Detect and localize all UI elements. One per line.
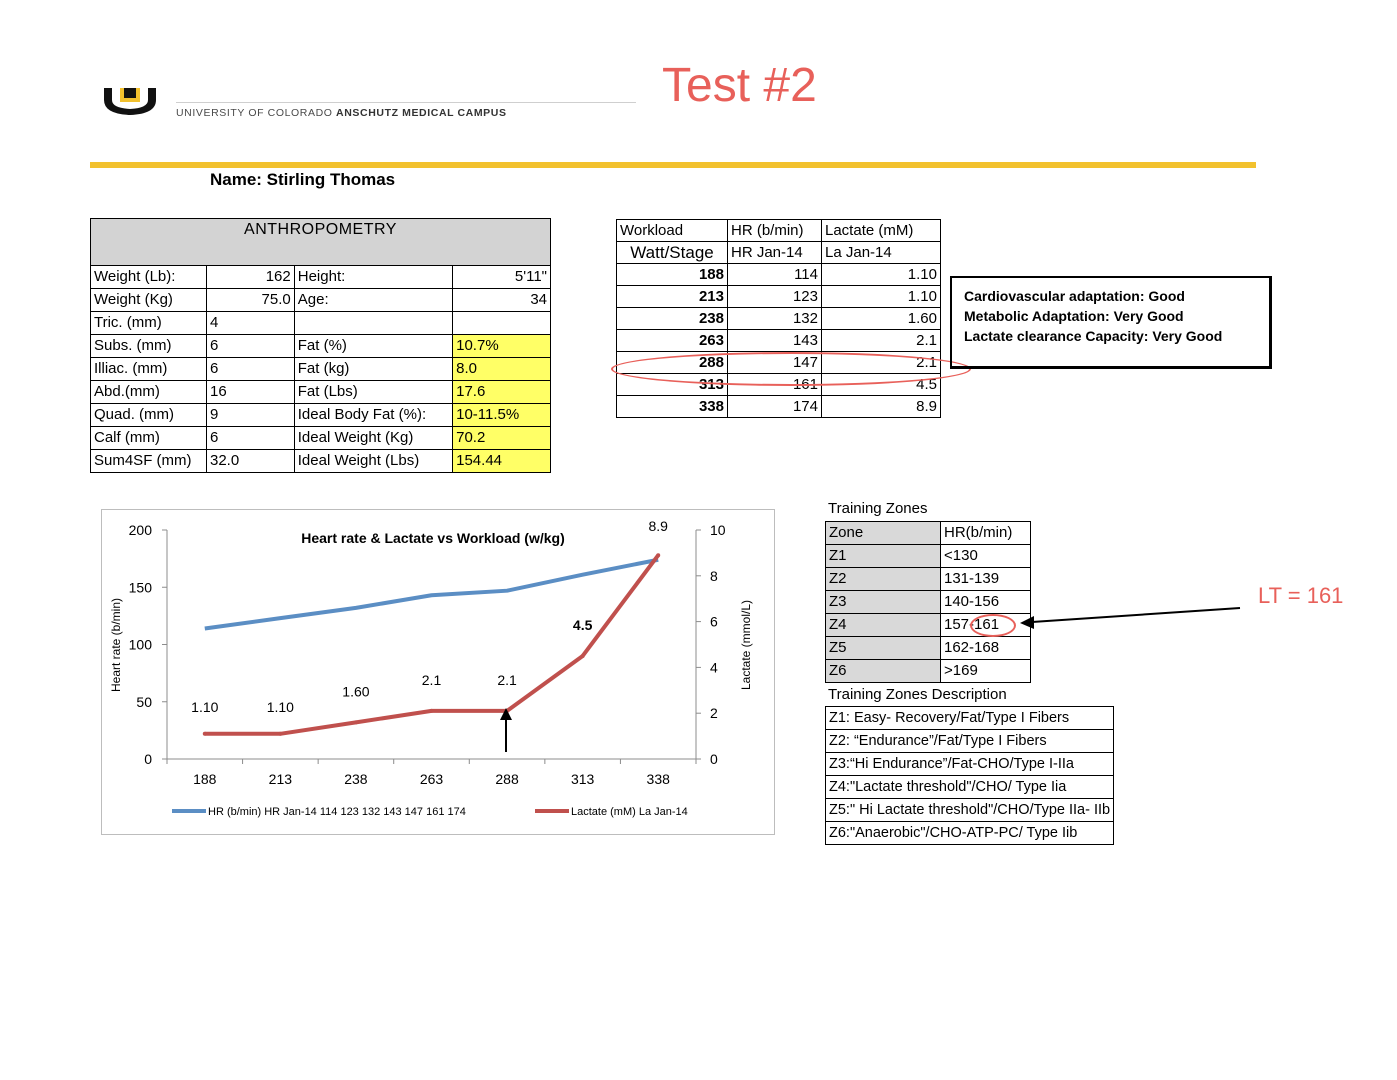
x-tick-label: 188 bbox=[193, 771, 217, 787]
workload-table bbox=[616, 219, 941, 418]
anthro-value-2: 154.44 bbox=[453, 450, 551, 473]
y-left-tick-label: 50 bbox=[136, 693, 152, 710]
y-right-tick-label: 10 bbox=[710, 522, 726, 538]
zone-description: Z3:“Hi Endurance”/Fat-CHO/Type I-IIa bbox=[826, 753, 1114, 776]
anthro-label-2: Age: bbox=[294, 289, 452, 312]
zone-id: Z2 bbox=[826, 568, 941, 591]
workload-lactate: 1.60 bbox=[822, 308, 941, 330]
zone-hr-range: 162-168 bbox=[941, 637, 1031, 660]
workload-watt: 313 bbox=[617, 374, 728, 396]
anthro-label: Weight (Lb): bbox=[91, 266, 207, 289]
header-rule bbox=[176, 102, 636, 103]
y-right-tick-label: 2 bbox=[710, 705, 718, 722]
workload-lactate: 1.10 bbox=[822, 286, 941, 308]
anthro-value-2: 70.2 bbox=[453, 427, 551, 450]
lactate-data-label: 2.1 bbox=[421, 671, 442, 688]
lactate-data-label: 4.5 bbox=[572, 616, 593, 633]
workload-row bbox=[617, 286, 941, 308]
anthropometry-row bbox=[91, 312, 551, 335]
workload-header-row bbox=[617, 220, 941, 242]
subheader-watt-stage: Watt/Stage bbox=[617, 242, 728, 264]
anthropometry-row bbox=[91, 427, 551, 450]
anthro-label: Calf (mm) bbox=[91, 427, 207, 450]
lactate-point bbox=[203, 732, 207, 736]
anthro-label-2: Fat (kg) bbox=[294, 358, 452, 381]
workload-hr: 114 bbox=[728, 264, 822, 286]
zone-description-row bbox=[826, 776, 1114, 799]
zones-header-row bbox=[826, 522, 1031, 545]
workload-watt: 188 bbox=[617, 264, 728, 286]
zone-description: Z5:" Hi Lactate threshold"/CHO/Type IIa- IIb bbox=[826, 799, 1114, 822]
anthropometry-row bbox=[91, 289, 551, 312]
workload-hr: 123 bbox=[728, 286, 822, 308]
workload-row bbox=[617, 396, 941, 418]
zones-header-zone: Zone bbox=[826, 522, 941, 545]
zone-hr-range: >169 bbox=[941, 660, 1031, 683]
anthro-value-2: 10-11.5% bbox=[453, 404, 551, 427]
workload-lactate: 2.1 bbox=[822, 352, 941, 374]
y-left-tick-label: 100 bbox=[128, 636, 152, 653]
anthro-label-2: Ideal Body Fat (%): bbox=[294, 404, 452, 427]
lactate-point bbox=[581, 654, 585, 658]
anthro-label-2: Ideal Weight (Lbs) bbox=[294, 450, 452, 473]
lactate-data-label: 1.10 bbox=[191, 698, 219, 715]
legend-lactate-label: Lactate (mM) La Jan-14 bbox=[571, 806, 688, 818]
remark-cardiovascular: Cardiovascular adaptation: Good bbox=[964, 288, 1185, 304]
workload-row bbox=[617, 264, 941, 286]
header-hr: HR (b/min) bbox=[728, 220, 822, 242]
anthro-value-2: 17.6 bbox=[453, 381, 551, 404]
lactate-data-label: 1.10 bbox=[266, 698, 294, 715]
remark-metabolic: Metabolic Adaptation: Very Good bbox=[964, 308, 1184, 324]
workload-watt: 338 bbox=[617, 396, 728, 418]
training-zones-title: Training Zones bbox=[828, 500, 928, 517]
lt-value-circle bbox=[970, 614, 1016, 637]
lt-annotation: LT = 161 bbox=[1258, 583, 1344, 608]
anthropometry-row bbox=[91, 266, 551, 289]
subheader-la-date: La Jan-14 bbox=[822, 242, 941, 264]
chart-title: Heart rate & Lactate vs Workload (w/kg) bbox=[301, 530, 565, 546]
zone-id: Z1 bbox=[826, 545, 941, 568]
zone-hr-range: <130 bbox=[941, 545, 1031, 568]
zone-description: Z6:"Anaerobic"/CHO-ATP-PC/ Type Iib bbox=[826, 822, 1114, 845]
anthro-value-2 bbox=[453, 312, 551, 335]
lt-row-highlight-ellipse bbox=[611, 352, 971, 386]
y-left-tick-label: 0 bbox=[144, 751, 152, 767]
workload-hr: 174 bbox=[728, 396, 822, 418]
university-logo-icon bbox=[100, 88, 160, 118]
remark-lactate-clearance: Lactate clearance Capacity: Very Good bbox=[964, 328, 1223, 344]
workload-hr: 132 bbox=[728, 308, 822, 330]
anthro-value-2: 10.7% bbox=[453, 335, 551, 358]
x-tick-label: 238 bbox=[344, 771, 368, 787]
anthro-label: Sum4SF (mm) bbox=[91, 450, 207, 473]
zone-hr-range: 140-156 bbox=[941, 591, 1031, 614]
anthro-value: 6 bbox=[207, 335, 295, 358]
zones-description-title: Training Zones Description bbox=[828, 686, 1007, 703]
zone-hr-range: 131-139 bbox=[941, 568, 1031, 591]
y-right-tick-label: 0 bbox=[710, 751, 718, 767]
workload-row bbox=[617, 308, 941, 330]
anthro-value-2: 34 bbox=[453, 289, 551, 312]
x-tick-label: 313 bbox=[570, 771, 595, 787]
anthro-label-2: Ideal Weight (Kg) bbox=[294, 427, 452, 450]
anthro-value: 162 bbox=[207, 266, 295, 289]
anthro-label-2: Fat (%) bbox=[294, 335, 452, 358]
gold-divider bbox=[90, 162, 1256, 168]
lactate-data-label: 8.9 bbox=[648, 518, 668, 535]
y-right-label: Lactate (mmol/L) bbox=[739, 599, 753, 691]
anthropometry-table bbox=[90, 218, 551, 473]
zones-header-hr: HR(b/min) bbox=[941, 522, 1031, 545]
lt-pointer-arrow-icon bbox=[1018, 604, 1244, 632]
zone-description: Z2: “Endurance”/Fat/Type I Fibers bbox=[826, 730, 1114, 753]
x-tick-label: 263 bbox=[419, 771, 444, 787]
x-tick-label: 338 bbox=[646, 771, 670, 787]
anthro-value: 9 bbox=[207, 404, 295, 427]
zone-description: Z1: Easy- Recovery/Fat/Type I Fibers bbox=[826, 707, 1114, 730]
anthro-label-2: Fat (Lbs) bbox=[294, 381, 452, 404]
anthro-label: Illiac. (mm) bbox=[91, 358, 207, 381]
zone-row bbox=[826, 660, 1031, 683]
header-lactate: Lactate (mM) bbox=[822, 220, 941, 242]
hr-lactate-chart bbox=[101, 509, 775, 835]
zone-row bbox=[826, 545, 1031, 568]
workload-subheader-row bbox=[617, 242, 941, 264]
lactate-point bbox=[430, 709, 434, 713]
workload-watt: 288 bbox=[617, 352, 728, 374]
workload-lactate: 2.1 bbox=[822, 330, 941, 352]
lactate-data-label: 1.60 bbox=[342, 683, 370, 700]
y-left-tick-label: 150 bbox=[128, 579, 152, 596]
workload-hr: 147 bbox=[728, 352, 822, 374]
chart-svg bbox=[102, 510, 774, 834]
workload-hr: 143 bbox=[728, 330, 822, 352]
lactate-data-label: 2.1 bbox=[497, 671, 517, 688]
zone-id: Z5 bbox=[826, 637, 941, 660]
training-zones-table bbox=[825, 521, 1031, 683]
y-right-tick-label: 6 bbox=[710, 613, 718, 630]
anthro-value: 4 bbox=[207, 312, 295, 335]
anthro-value: 75.0 bbox=[207, 289, 295, 312]
anthro-value: 6 bbox=[207, 358, 295, 381]
anthro-value: 6 bbox=[207, 427, 295, 450]
y-right-tick-label: 8 bbox=[710, 567, 718, 584]
workload-watt: 263 bbox=[617, 330, 728, 352]
anthro-value-2: 8.0 bbox=[453, 358, 551, 381]
x-tick-label: 213 bbox=[268, 771, 293, 787]
zone-description-row bbox=[826, 799, 1114, 822]
zone-description-row bbox=[826, 753, 1114, 776]
zone-id: Z3 bbox=[826, 591, 941, 614]
anthro-label-2 bbox=[294, 312, 452, 335]
anthro-value: 16 bbox=[207, 381, 295, 404]
anthro-label: Weight (Kg) bbox=[91, 289, 207, 312]
zone-id: Z6 bbox=[826, 660, 941, 683]
zone-description: Z4:"Lactate threshold"/CHO/ Type Iia bbox=[826, 776, 1114, 799]
zone-description-row bbox=[826, 730, 1114, 753]
anthro-label: Tric. (mm) bbox=[91, 312, 207, 335]
workload-lactate: 1.10 bbox=[822, 264, 941, 286]
zone-row bbox=[826, 568, 1031, 591]
legend bbox=[172, 806, 688, 818]
workload-lactate: 4.5 bbox=[822, 374, 941, 396]
zone-hr-range: 157-161 bbox=[941, 614, 1031, 637]
zone-id: Z4 bbox=[826, 614, 941, 637]
anthropometry-row bbox=[91, 450, 551, 473]
adaptation-remarks-box bbox=[950, 276, 1272, 369]
x-tick-label: 288 bbox=[495, 771, 519, 787]
workload-lactate: 8.9 bbox=[822, 396, 941, 418]
workload-watt: 213 bbox=[617, 286, 728, 308]
anthro-label: Quad. (mm) bbox=[91, 404, 207, 427]
zones-description-table bbox=[825, 706, 1114, 845]
lactate-point bbox=[656, 553, 660, 557]
anthro-value-2: 5'11" bbox=[453, 266, 551, 289]
anthropometry-row bbox=[91, 381, 551, 404]
test-title: Test #2 bbox=[662, 59, 817, 112]
anthropometry-row bbox=[91, 358, 551, 381]
anthropometry-row bbox=[91, 335, 551, 358]
subheader-hr-date: HR Jan-14 bbox=[728, 242, 822, 264]
workload-row bbox=[617, 330, 941, 352]
institution-name: UNIVERSITY OF COLORADO ANSCHUTZ MEDICAL CAMPUS bbox=[176, 107, 507, 119]
legend-hr-label: HR (b/min) HR Jan-14 114 123 132 143 147 161 174 bbox=[208, 806, 466, 818]
zone-row bbox=[826, 591, 1031, 614]
workload-hr: 161 bbox=[728, 374, 822, 396]
workload-watt: 238 bbox=[617, 308, 728, 330]
lactate-point bbox=[354, 720, 358, 724]
anthro-label: Subs. (mm) bbox=[91, 335, 207, 358]
anthro-label: Abd.(mm) bbox=[91, 381, 207, 404]
anthropometry-row bbox=[91, 404, 551, 427]
athlete-name: Name: Stirling Thomas bbox=[210, 170, 396, 189]
anthropometry-title: ANTHROPOMETRY bbox=[91, 219, 551, 266]
y-left-label: Heart rate (b/min) bbox=[109, 597, 123, 693]
y-right-tick-label: 4 bbox=[710, 659, 718, 676]
anthro-value: 32.0 bbox=[207, 450, 295, 473]
anthro-label-2: Height: bbox=[294, 266, 452, 289]
zone-description-row bbox=[826, 822, 1114, 845]
zone-description-row bbox=[826, 707, 1114, 730]
zone-row bbox=[826, 637, 1031, 660]
y-left-tick-label: 200 bbox=[128, 522, 152, 538]
header-workload: Workload bbox=[617, 220, 728, 242]
lt-arrow-icon bbox=[500, 708, 512, 752]
lactate-point bbox=[278, 732, 282, 736]
